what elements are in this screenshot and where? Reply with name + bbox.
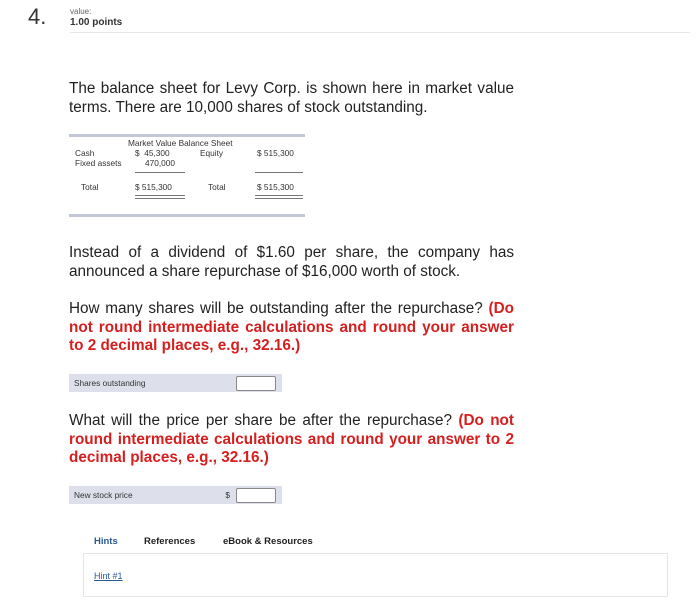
- balance-sheet-bottom-border: [69, 214, 305, 217]
- tab-references[interactable]: References: [144, 536, 196, 547]
- double-rule-left-1: [135, 195, 185, 196]
- new-stock-price-label: New stock price: [74, 490, 133, 500]
- total-left-label: Total: [81, 182, 99, 192]
- tab-ebook-resources[interactable]: eBook & Resources: [223, 536, 313, 547]
- shares-outstanding-row: [69, 374, 282, 392]
- fixed-assets-label: Fixed assets: [75, 158, 122, 168]
- new-stock-price-row: [69, 486, 282, 504]
- equity-label: Equity: [200, 148, 224, 158]
- shares-outstanding-input[interactable]: [236, 376, 276, 391]
- equity-value: $ 515,300: [257, 148, 294, 158]
- total-right-label: Total: [208, 182, 226, 192]
- cash-label: Cash: [75, 148, 95, 158]
- balance-sheet: [69, 134, 305, 216]
- new-stock-price-input[interactable]: [236, 488, 276, 503]
- question-2-paragraph: [69, 412, 514, 468]
- double-rule-right-1: [255, 195, 303, 196]
- scenario-paragraph: Instead of a dividend of $1.60 per share, the company has announced a share repurchase of $16,000 worth of stock.: [69, 244, 514, 280]
- subtotal-rule-right: [255, 172, 303, 173]
- double-rule-left-2: [135, 198, 185, 199]
- balance-sheet-title: Market Value Balance Sheet: [128, 138, 233, 148]
- question-2-text: What will the price per share be after the repurchase?: [69, 412, 452, 429]
- question-1-paragraph: [69, 300, 514, 356]
- total-right-value: $ 515,300: [257, 182, 294, 192]
- question-1-instruction: (Do not round intermediate calculations and round your answer to 2 decimal places, e.g., 32.16.): [69, 300, 514, 354]
- double-rule-right-2: [255, 198, 303, 199]
- cash-value: $ 45,300: [135, 148, 170, 158]
- subtotal-rule-left: [135, 172, 185, 173]
- hint-1-link[interactable]: Hint #1: [94, 571, 123, 581]
- question-1-text: How many shares will be outstanding after the repurchase?: [69, 300, 483, 317]
- fixed-assets-value: 470,000: [145, 158, 175, 168]
- total-left-value: $ 515,300: [135, 182, 172, 192]
- intro-paragraph: The balance sheet for Levy Corp. is shown here in market value terms. There are 10,000 shares of stock outstanding.: [69, 80, 514, 116]
- tab-hints[interactable]: Hints: [94, 536, 118, 547]
- question-2-instruction: (Do not round intermediate calculations and round your answer to 2 decimal places, e.g., 32.16.): [69, 412, 514, 466]
- balance-sheet-top-border: [69, 134, 305, 137]
- question-number: 4.: [28, 4, 47, 29]
- points-label: 1.00 points: [70, 17, 123, 28]
- shares-outstanding-label: Shares outstanding: [74, 378, 146, 388]
- value-label: value:: [70, 7, 92, 16]
- header-divider: [70, 32, 690, 33]
- hints-panel: [83, 553, 668, 597]
- dollar-sign: $: [225, 490, 230, 500]
